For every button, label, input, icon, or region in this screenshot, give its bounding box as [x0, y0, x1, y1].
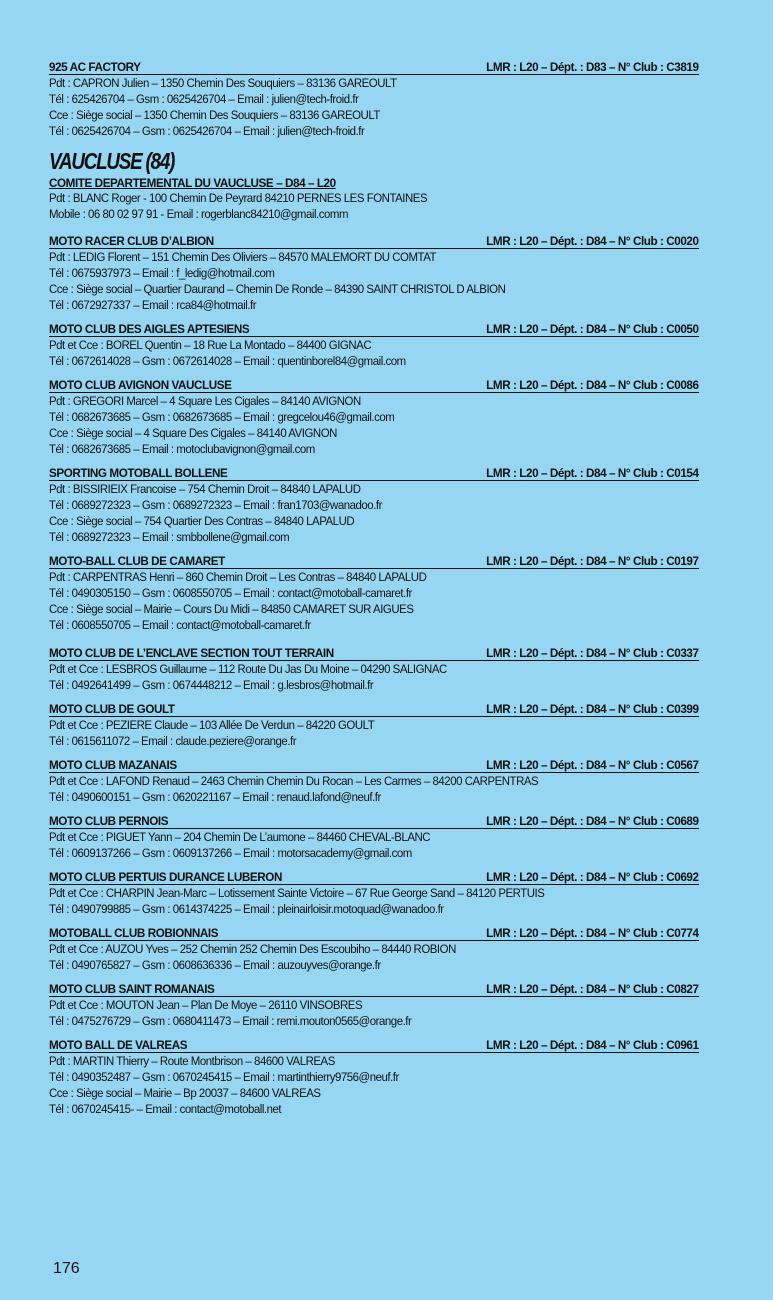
club-detail-line: Tél : 0672614028 – Gsm : 0672614028 – Email : quentinborel84@gmail.com — [49, 354, 406, 368]
club-entry — [49, 234, 699, 313]
club-detail-line: Pdt et Cce : AUZOU Yves – 252 Chemin 252 Chemin Des Escoubiho – 84440 ROBION — [49, 942, 456, 956]
club-entry — [49, 870, 699, 917]
club-name: SPORTING MOTOBALL BOLLENE — [49, 466, 228, 480]
club-detail-line: Tél : 0608550705 – Email : contact@motoball-camaret.fr — [49, 618, 311, 632]
club-detail-line: Tél : 0689272323 – Gsm : 0689272323 – Email : fran1703@wanadoo.fr — [49, 498, 382, 512]
club-code: LMR : L20 – Dépt. : D84 – N° Club : C0154 — [486, 466, 699, 480]
club-detail-line: Cce : Siège social – Mairie – Cours Du Midi – 84850 CAMARET SUR AIGUES — [49, 602, 414, 616]
page-number: 176 — [53, 1260, 80, 1277]
section-title: VAUCLUSE (84) — [49, 148, 175, 174]
club-detail-line: Pdt et Cce : LESBROS Guillaume – 112 Route Du Jas Du Moine – 04290 SALIGNAC — [49, 662, 447, 676]
club-detail-line: Cce : Siège social – Mairie – Bp 20037 – 84600 VALREAS — [49, 1086, 321, 1100]
club-entry — [49, 926, 699, 973]
directory-page — [49, 60, 699, 1126]
club-name: 925 AC FACTORY — [49, 60, 141, 74]
club-name: MOTO CLUB PERTUIS DURANCE LUBERON — [49, 870, 282, 884]
club-name: MOTO CLUB PERNOIS — [49, 814, 169, 828]
club-header — [49, 554, 699, 569]
club-name: MOTO CLUB SAINT ROMANAIS — [49, 982, 215, 996]
club-code: LMR : L20 – Dépt. : D83 – N° Club : C3819 — [486, 60, 699, 74]
club-detail-line: Pdt : MARTIN Thierry – Route Montbrison – 84600 VALREAS — [49, 1054, 335, 1068]
club-entry — [49, 1038, 699, 1117]
club-name: MOTO CLUB AVIGNON VAUCLUSE — [49, 378, 232, 392]
club-header — [49, 702, 699, 717]
club-code: LMR : L20 – Dépt. : D84 – N° Club : C0567 — [486, 758, 699, 772]
club-entry — [49, 982, 699, 1029]
club-detail-line: Tél : 0490600151 – Gsm : 0620221167 – Email : renaud.lafond@neuf.fr — [49, 790, 381, 804]
club-detail-line: Tél : 0672927337 – Email : rca84@hotmail.fr — [49, 298, 257, 312]
committee-name: COMITE DEPARTEMENTAL DU VAUCLUSE – D84 – L20 — [49, 176, 336, 190]
club-entry-925-ac-factory — [49, 60, 699, 139]
club-entry — [49, 466, 699, 545]
club-detail-line: Tél : 0475276729 – Gsm : 0680411473 – Email : remi.mouton0565@orange.fr — [49, 1014, 412, 1028]
club-detail-line: Pdt et Cce : BOREL Quentin – 18 Rue La Montado – 84400 GIGNAC — [49, 338, 372, 352]
club-detail-line: Tél : 0682673685 – Gsm : 0682673685 – Email : gregcelou46@gmail.com — [49, 410, 395, 424]
club-name: MOTO-BALL CLUB DE CAMARET — [49, 554, 225, 568]
club-detail-line: Tél : 0625426704 – Gsm : 0625426704 – Email : julien@tech-froid.fr — [49, 124, 365, 138]
club-entry — [49, 646, 699, 693]
club-header — [49, 322, 699, 337]
club-detail-line: Tél : 0490305150 – Gsm : 0608550705 – Email : contact@motoball-camaret.fr — [49, 586, 412, 600]
club-code: LMR : L20 – Dépt. : D84 – N° Club : C0337 — [486, 646, 699, 660]
club-name: MOTO CLUB DE L’ENCLAVE SECTION TOUT TERRAIN — [49, 646, 334, 660]
club-detail-line: Pdt : GREGORI Marcel – 4 Square Les Cigales – 84140 AVIGNON — [49, 394, 361, 408]
club-header — [49, 646, 699, 661]
club-header — [49, 60, 699, 75]
club-entry — [49, 814, 699, 861]
club-detail-line: Cce : Siège social – 4 Square Des Cigales – 84140 AVIGNON — [49, 426, 337, 440]
club-detail-line: Tél : 0492641499 – Gsm : 0674448212 – Email : g.lesbros@hotmail.fr — [49, 678, 374, 692]
club-detail-line: Pdt : BISSIRIEIX Francoise – 754 Chemin Droit – 84840 LAPALUD — [49, 482, 361, 496]
club-detail-line: Tél : 0682673685 – Email : motoclubavignon@gmail.com — [49, 442, 315, 456]
club-entry — [49, 322, 699, 369]
club-detail-line: Pdt : CAPRON Julien – 1350 Chemin Des Souquiers – 83136 GAREOULT — [49, 76, 397, 90]
club-header — [49, 1038, 699, 1053]
club-detail-line: Tél : 0490799885 – Gsm : 0614374225 – Email : pleinairloisir.motoquad@wanadoo.fr — [49, 902, 444, 916]
club-detail-line: Tél : 0609137266 – Gsm : 0609137266 – Email : motorsacademy@gmail.com — [49, 846, 412, 860]
club-detail-line: Pdt et Cce : CHARPIN Jean-Marc – Lotissement Sainte Victoire – 67 Rue George Sand – 84120 PERTUIS — [49, 886, 545, 900]
club-detail-line: Tél : 0490765827 – Gsm : 0608636336 – Email : auzouyves@orange.fr — [49, 958, 381, 972]
club-code: LMR : L20 – Dépt. : D84 – N° Club : C0086 — [486, 378, 699, 392]
committee-detail-line: Mobile : 06 80 02 97 91 - Email : rogerblanc84210@gmail.comm — [49, 207, 349, 221]
club-detail-line: Tél : 0689272323 – Email : smbbollene@gmail.com — [49, 530, 290, 544]
club-detail-line: Pdt et Cce : PIGUET Yann – 204 Chemin De L’aumone – 84460 CHEVAL-BLANC — [49, 830, 431, 844]
club-header — [49, 926, 699, 941]
club-detail-line: Tél : 0670245415- – Email : contact@motoball.net — [49, 1102, 282, 1116]
club-name: MOTO CLUB DE GOULT — [49, 702, 175, 716]
club-header — [49, 982, 699, 997]
club-detail-line: Pdt : CARPENTRAS Henri – 860 Chemin Droit – Les Contras – 84840 LAPALUD — [49, 570, 427, 584]
club-header — [49, 758, 699, 773]
club-code: LMR : L20 – Dépt. : D84 – N° Club : C0689 — [486, 814, 699, 828]
club-header — [49, 378, 699, 393]
club-detail-line: Cce : Siège social – 1350 Chemin Des Souquiers – 83136 GAREOULT — [49, 108, 380, 122]
club-code: LMR : L20 – Dépt. : D84 – N° Club : C0050 — [486, 322, 699, 336]
club-code: LMR : L20 – Dépt. : D84 – N° Club : C0399 — [486, 702, 699, 716]
club-entry — [49, 378, 699, 457]
club-code: LMR : L20 – Dépt. : D84 – N° Club : C0961 — [486, 1038, 699, 1052]
club-detail-line: Cce : Siège social – Quartier Daurand – Chemin De Ronde – 84390 SAINT CHRISTOL D ALBION — [49, 282, 506, 296]
club-entry — [49, 758, 699, 805]
club-name: MOTO BALL DE VALREAS — [49, 1038, 188, 1052]
club-detail-line: Pdt et Cce : LAFOND Renaud – 2463 Chemin Chemin Du Rocan – Les Carmes – 84200 CARPENTRAS — [49, 774, 539, 788]
club-detail-line: Tél : 0490352487 – Gsm : 0670245415 – Email : martinthierry9756@neuf.fr — [49, 1070, 399, 1084]
club-header — [49, 466, 699, 481]
club-detail-line: Pdt et Cce : MOUTON Jean – Plan De Moye – 26110 VINSOBRES — [49, 998, 363, 1012]
club-detail-line: Pdt : LEDIG Florent – 151 Chemin Des Oliviers – 84570 MALEMORT DU COMTAT — [49, 250, 437, 264]
club-header — [49, 814, 699, 829]
club-name: MOTO RACER CLUB D’ALBION — [49, 234, 214, 248]
club-detail-line: Pdt et Cce : PEZIERE Claude – 103 Allée De Verdun – 84220 GOULT — [49, 718, 375, 732]
club-name: MOTO CLUB MAZANAIS — [49, 758, 177, 772]
club-code: LMR : L20 – Dépt. : D84 – N° Club : C0197 — [486, 554, 699, 568]
committee-detail-line: Pdt : BLANC Roger - 100 Chemin De Peyrard 84210 PERNES LES FONTAINES — [49, 191, 428, 205]
club-code: LMR : L20 – Dépt. : D84 – N° Club : C0774 — [486, 926, 699, 940]
club-code: LMR : L20 – Dépt. : D84 – N° Club : C0020 — [486, 234, 699, 248]
club-header — [49, 870, 699, 885]
club-detail-line: Tél : 0675937973 – Email : f_ledig@hotmail.com — [49, 266, 275, 280]
club-name: MOTO CLUB DES AIGLES APTESIENS — [49, 322, 250, 336]
club-name: MOTOBALL CLUB ROBIONNAIS — [49, 926, 219, 940]
club-detail-line: Tél : 625426704 – Gsm : 0625426704 – Email : julien@tech-froid.fr — [49, 92, 359, 106]
club-code: LMR : L20 – Dépt. : D84 – N° Club : C0827 — [486, 982, 699, 996]
club-header — [49, 234, 699, 249]
committee-entry — [49, 176, 699, 222]
club-code: LMR : L20 – Dépt. : D84 – N° Club : C0692 — [486, 870, 699, 884]
club-detail-line: Tél : 0615611072 – Email : claude.peziere@orange.fr — [49, 734, 297, 748]
club-entry — [49, 554, 699, 633]
club-entry — [49, 702, 699, 749]
club-detail-line: Cce : Siège social – 754 Quartier Des Contras – 84840 LAPALUD — [49, 514, 355, 528]
